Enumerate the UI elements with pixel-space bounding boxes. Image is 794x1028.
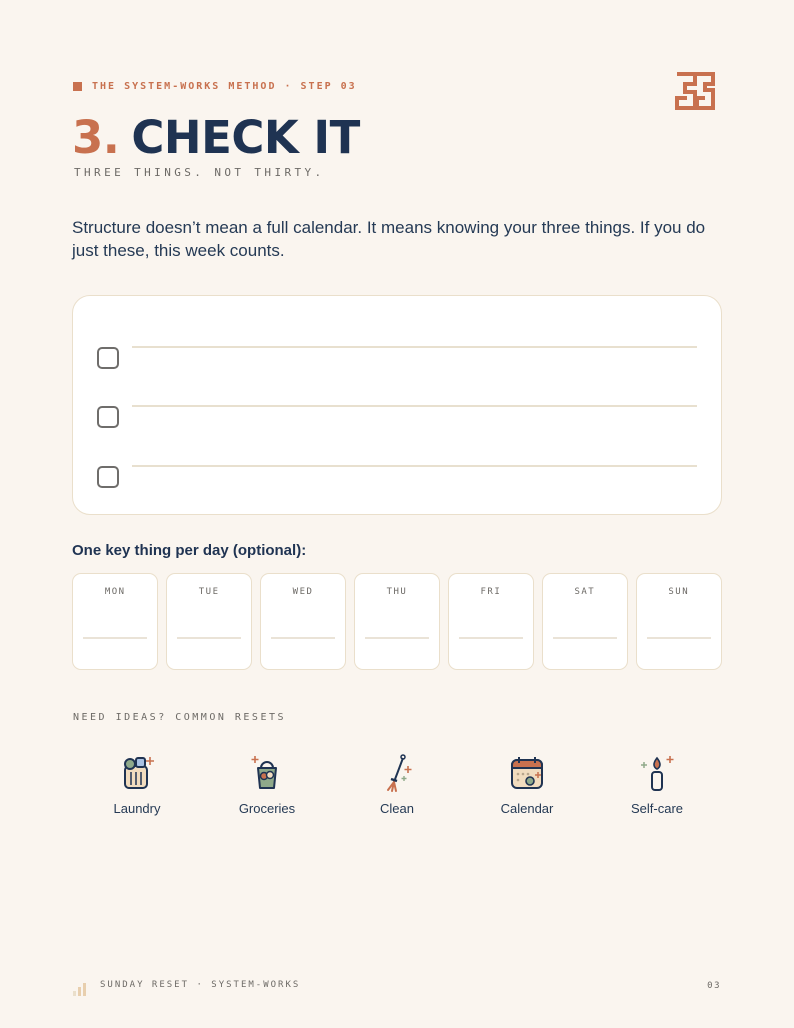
- ideas-row: [72, 752, 722, 816]
- idea-groceries[interactable]: [202, 752, 332, 816]
- checkbox[interactable]: [97, 347, 119, 369]
- bar-signal-icon: [73, 981, 88, 996]
- day-card-thu[interactable]: [354, 573, 440, 670]
- day-write-line: [83, 637, 147, 639]
- checkbox[interactable]: [97, 466, 119, 488]
- day-write-line: [365, 637, 429, 639]
- kicker-square-icon: [73, 82, 82, 91]
- ideas-section-label: NEED IDEAS? COMMON RESETS: [73, 712, 287, 723]
- day-write-line: [647, 637, 711, 639]
- day-name: TUE: [198, 587, 220, 597]
- idea-label: Self-care: [630, 801, 684, 816]
- page-title: [72, 112, 360, 164]
- footer-text: SUNDAY RESET · SYSTEM-WORKS: [100, 980, 301, 990]
- laundry-basket-icon: [116, 752, 158, 794]
- idea-calendar[interactable]: [462, 752, 592, 816]
- day-write-line: [177, 637, 241, 639]
- checkbox[interactable]: [97, 406, 119, 428]
- three-things-card: [72, 295, 722, 515]
- idea-label: Clean: [380, 801, 414, 816]
- page-subtitle: THREE THINGS. NOT THIRTY.: [74, 166, 325, 179]
- page-number: 03: [707, 981, 721, 991]
- checklist-item: [97, 347, 697, 371]
- write-in-line[interactable]: [132, 405, 697, 407]
- day-write-line: [271, 637, 335, 639]
- intro-paragraph: Structure doesn’t mean a full calendar. It means knowing your three things. If you do just these, this week counts.: [72, 218, 706, 260]
- idea-label: Laundry: [113, 801, 161, 816]
- day-grid: [72, 573, 722, 670]
- idea-self-care[interactable]: [592, 752, 722, 816]
- day-card-fri[interactable]: [448, 573, 534, 670]
- checklist-item: [97, 406, 697, 430]
- checklist-item: [97, 466, 697, 490]
- idea-label: Calendar: [500, 801, 554, 816]
- day-card-sun[interactable]: [636, 573, 722, 670]
- write-in-line[interactable]: [132, 465, 697, 467]
- day-write-line: [553, 637, 617, 639]
- day-name: SAT: [574, 587, 596, 597]
- section-kicker: [73, 81, 357, 92]
- idea-label: Groceries: [238, 801, 296, 816]
- write-in-line[interactable]: [132, 346, 697, 348]
- idea-laundry[interactable]: [72, 752, 202, 816]
- footer-branding: [73, 980, 300, 996]
- day-name: MON: [104, 587, 126, 597]
- idea-clean[interactable]: [332, 752, 462, 816]
- day-name: SUN: [668, 587, 690, 597]
- daily-section-label: One key thing per day (optional):: [72, 542, 307, 559]
- grocery-bag-icon: [246, 752, 288, 794]
- title-number: 3.: [72, 111, 120, 164]
- broom-icon: [376, 752, 418, 794]
- day-name: THU: [386, 587, 408, 597]
- calendar-icon: [506, 752, 548, 794]
- day-card-sat[interactable]: [542, 573, 628, 670]
- day-name: WED: [292, 587, 314, 597]
- day-name: FRI: [480, 587, 502, 597]
- brand-logo-icon: [673, 70, 717, 112]
- candle-icon: [636, 752, 678, 794]
- title-text: CHECK IT: [131, 111, 360, 164]
- day-card-wed[interactable]: [260, 573, 346, 670]
- day-card-tue[interactable]: [166, 573, 252, 670]
- day-write-line: [459, 637, 523, 639]
- kicker-text: THE SYSTEM-WORKS METHOD · STEP 03: [92, 81, 357, 92]
- day-card-mon[interactable]: [72, 573, 158, 670]
